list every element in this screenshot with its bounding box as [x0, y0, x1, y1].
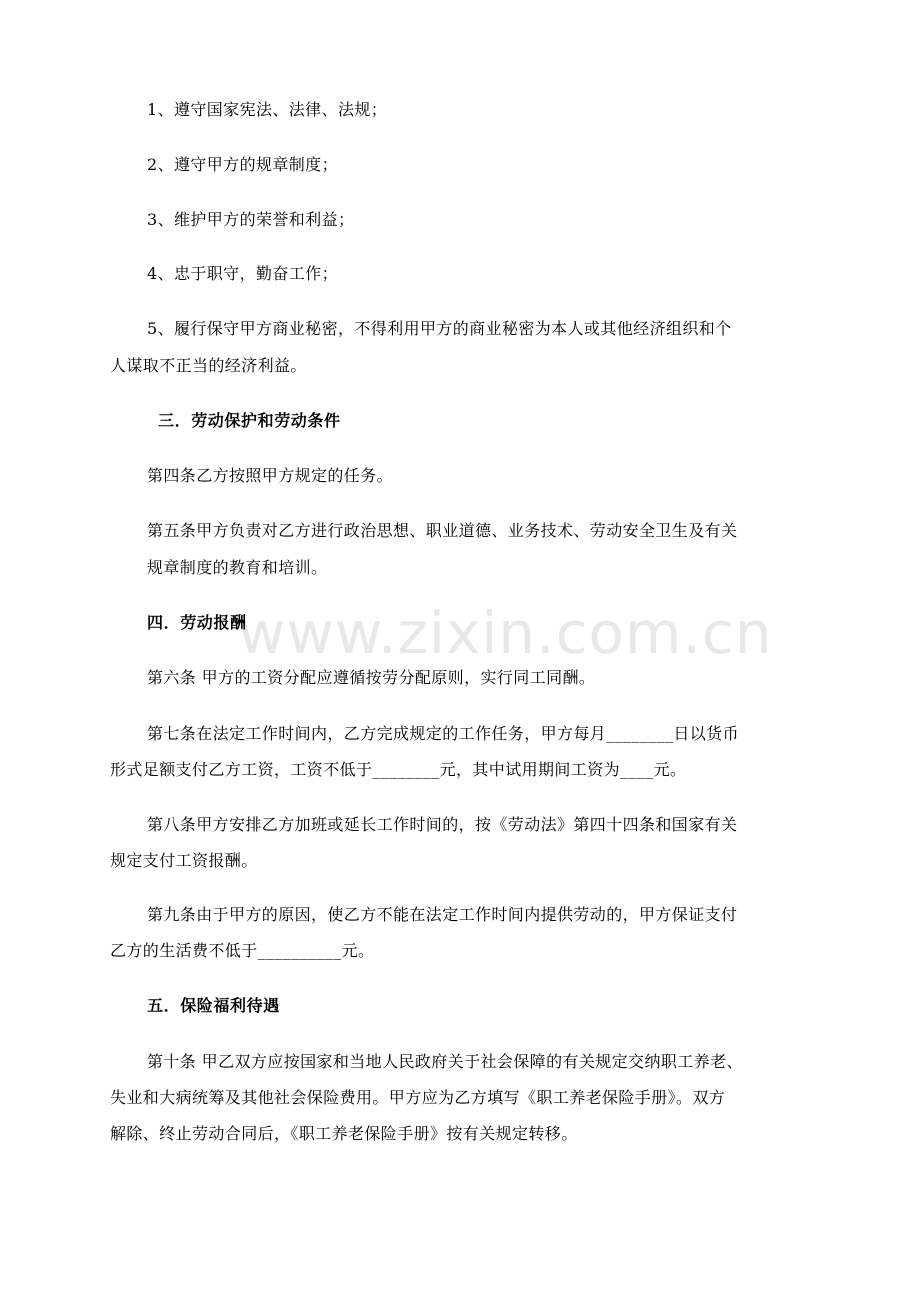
- section-5-heading: 五．保险福利待遇: [147, 996, 280, 1015]
- watermark: www.zixin.com.cn: [238, 599, 773, 667]
- article-10-line-3: 解除、终止劳动合同后，《职工养老保险手册》按有关规定转移。: [110, 1124, 578, 1143]
- article-9-line-1: 第九条由于甲方的原因，使乙方不能在法定工作时间内提供劳动的，甲方保证支付: [147, 905, 738, 924]
- article-4: 第四条乙方按照甲方规定的任务。: [147, 466, 394, 485]
- article-5-line-1: 第五条甲方负责对乙方进行政治思想、职业道德、业务技术、劳动安全卫生及有关: [147, 521, 738, 540]
- article-8-line-2: 规定支付工资报酬。: [110, 851, 258, 870]
- article-10-line-1: 第十条 甲乙双方应按国家和当地人民政府关于社会保障的有关规定交纳职工养老、: [147, 1052, 743, 1071]
- article-6: 第六条 甲方的工资分配应遵循按劳分配原则，实行同工同酬。: [147, 668, 596, 687]
- article-9-line-2: 乙方的生活费不低于__________元。: [110, 941, 375, 960]
- duty-item-2: 2、遵守甲方的规章制度；: [147, 155, 338, 174]
- article-8-line-1: 第八条甲方安排乙方加班或延长工作时间的，按《劳动法》第四十四条和国家有关: [147, 815, 738, 834]
- article-10-line-2: 失业和大病统筹及其他社会保险费用。甲方应为乙方填写《职工养老保险手册》。双方: [110, 1088, 726, 1107]
- duty-item-5-line-1: 5、履行保守甲方商业秘密，不得利用甲方的商业秘密为本人或其他经济组织和个: [147, 319, 732, 338]
- duty-item-3: 3、维护甲方的荣誉和利益；: [147, 210, 355, 229]
- article-7-line-2: 形式足额支付乙方工资，工资不低于________元，其中试用期间工资为____元。: [110, 760, 687, 779]
- duty-item-1: 1、遵守国家宪法、法律、法规；: [147, 100, 388, 119]
- duty-item-5-line-2: 人谋取不正当的经济利益。: [110, 356, 307, 375]
- duty-item-4: 4、忠于职守，勤奋工作；: [147, 264, 338, 283]
- section-3-heading: 三．劳动保护和劳动条件: [158, 411, 341, 430]
- section-4-heading: 四．劳动报酬: [147, 613, 247, 632]
- article-7-line-1: 第七条在法定工作时间内，乙方完成规定的工作任务，甲方每月________日以货币: [147, 724, 740, 743]
- article-5-line-2: 规章制度的教育和培训。: [147, 558, 328, 577]
